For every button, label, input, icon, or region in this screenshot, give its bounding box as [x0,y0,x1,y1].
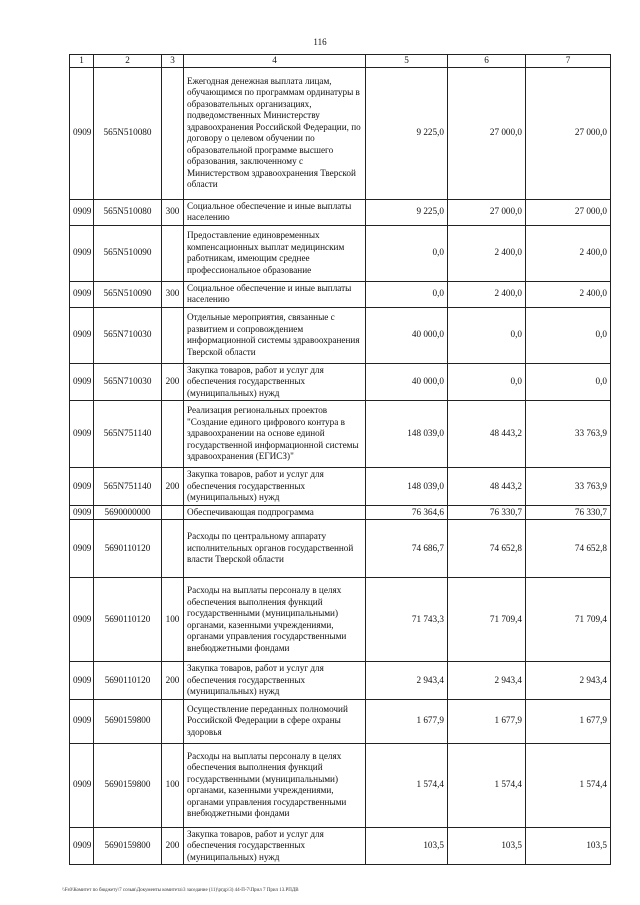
amount-cell-5: 0,0 [366,281,448,307]
amount-cell-6: 48 443,2 [448,468,526,506]
amount-cell-7: 74 652,8 [526,520,611,578]
table-row [70,199,611,225]
description-cell: Закупка товаров, работ и услуг для обеспечения государственных (муниципальных) нужд [184,468,366,506]
expense-type-cell [162,505,184,520]
target-article-cell: 565N510080 [94,199,162,225]
amount-cell-5: 9 225,0 [366,199,448,225]
amount-cell-7: 2 943,4 [526,662,611,700]
description-cell: Отдельные мероприятия, связанные с развитием и сопровождением информационной системы здравоохранения Тверской области [184,307,366,363]
expense-type-cell: 300 [162,281,184,307]
description-cell: Реализация региональных проектов "Создание единого цифрового контура в здравоохранении на основе единой государственной информационной системы здравоохранения (ЕГИСЗ)" [184,401,366,468]
table-row [70,699,611,743]
section-cell: 0909 [70,363,94,401]
target-article-cell: 565N751140 [94,468,162,506]
description-cell: Осуществление переданных полномочий Российской Федерации в сфере охраны здоровья [184,699,366,743]
table-row [70,827,611,865]
budget-table [69,54,611,865]
table-row [70,281,611,307]
expense-type-cell [162,307,184,363]
amount-cell-7: 0,0 [526,307,611,363]
section-cell: 0909 [70,401,94,468]
amount-cell-7: 1 574,4 [526,743,611,827]
target-article-cell: 5690159800 [94,827,162,865]
table-row [70,520,611,578]
amount-cell-5: 2 943,4 [366,662,448,700]
amount-cell-6: 0,0 [448,307,526,363]
description-cell: Закупка товаров, работ и услуг для обеспечения государственных (муниципальных) нужд [184,827,366,865]
target-article-cell: 5690110120 [94,520,162,578]
section-cell: 0909 [70,468,94,506]
table-row [70,307,611,363]
expense-type-cell: 300 [162,199,184,225]
section-cell: 0909 [70,578,94,662]
target-article-cell: 565N710030 [94,307,162,363]
table-body [70,67,611,865]
header-cell: 7 [526,55,611,68]
section-cell: 0909 [70,307,94,363]
description-cell: Предоставление единовременных компенсационных выплат медицинским работникам, имеющим среднее профессиональное образование [184,225,366,281]
table-row [70,401,611,468]
expense-type-cell: 200 [162,468,184,506]
amount-cell-6: 71 709,4 [448,578,526,662]
amount-cell-6: 74 652,8 [448,520,526,578]
header-cell: 6 [448,55,526,68]
amount-cell-5: 148 039,0 [366,468,448,506]
table-row [70,225,611,281]
section-cell: 0909 [70,505,94,520]
target-article-cell: 565N510090 [94,281,162,307]
target-article-cell: 5690159800 [94,743,162,827]
target-article-cell: 565N710030 [94,363,162,401]
description-cell: Социальное обеспечение и иные выплаты населению [184,199,366,225]
target-article-cell: 5690110120 [94,578,162,662]
amount-cell-6: 2 943,4 [448,662,526,700]
target-article-cell: 5690000000 [94,505,162,520]
amount-cell-5: 1 677,9 [366,699,448,743]
table-row [70,578,611,662]
amount-cell-7: 33 763,9 [526,401,611,468]
amount-cell-6: 76 330,7 [448,505,526,520]
amount-cell-6: 1 677,9 [448,699,526,743]
amount-cell-5: 71 743,3 [366,578,448,662]
header-cell: 5 [366,55,448,68]
amount-cell-6: 1 574,4 [448,743,526,827]
footer-file-path: \\Fs0\Комитет по бюджету\7 созыв\Документы комитета\3 заседание (11)\ргдр\3) 44-П-7\Прил 7 Прил 13.РПДВ [62,888,299,893]
expense-type-cell: 200 [162,827,184,865]
amount-cell-6: 0,0 [448,363,526,401]
expense-type-cell: 200 [162,363,184,401]
amount-cell-7: 2 400,0 [526,225,611,281]
amount-cell-5: 40 000,0 [366,363,448,401]
header-cell: 4 [184,55,366,68]
amount-cell-6: 2 400,0 [448,225,526,281]
section-cell: 0909 [70,199,94,225]
amount-cell-7: 71 709,4 [526,578,611,662]
table-row [70,662,611,700]
description-cell: Ежегодная денежная выплата лицам, обучающимся по программам ординатуры в образовательных организациях, подведомственных Министерству здравоохранения Российской Федерации, по договору о целевом обучении по образовательной программе высшего образования, заключенному с Министерством здравоохранения Тверской области [184,67,366,199]
expense-type-cell: 100 [162,578,184,662]
amount-cell-7: 27 000,0 [526,67,611,199]
table-row [70,363,611,401]
expense-type-cell [162,225,184,281]
description-cell: Расходы на выплаты персоналу в целях обеспечения выполнения функций государственными (муниципальными) органами, казенными учреждениями, органами управления государственными внебюджетными фондами [184,743,366,827]
amount-cell-5: 103,5 [366,827,448,865]
expense-type-cell [162,699,184,743]
expense-type-cell [162,401,184,468]
page-number: 116 [313,37,327,47]
target-article-cell: 5690159800 [94,699,162,743]
section-cell: 0909 [70,743,94,827]
amount-cell-7: 0,0 [526,363,611,401]
section-cell: 0909 [70,827,94,865]
section-cell: 0909 [70,225,94,281]
amount-cell-6: 103,5 [448,827,526,865]
header-cell: 1 [70,55,94,68]
amount-cell-7: 103,5 [526,827,611,865]
amount-cell-6: 48 443,2 [448,401,526,468]
amount-cell-7: 27 000,0 [526,199,611,225]
description-cell: Расходы на выплаты персоналу в целях обеспечения выполнения функций государственными (муниципальными) органами, казенными учреждениями, органами управления государственными внебюджетными фондами [184,578,366,662]
amount-cell-7: 76 330,7 [526,505,611,520]
table-row [70,743,611,827]
target-article-cell: 565N510080 [94,67,162,199]
description-cell: Закупка товаров, работ и услуг для обеспечения государственных (муниципальных) нужд [184,363,366,401]
target-article-cell: 5690110120 [94,662,162,700]
section-cell: 0909 [70,520,94,578]
expense-type-cell [162,67,184,199]
section-cell: 0909 [70,662,94,700]
section-cell: 0909 [70,67,94,199]
header-cell: 3 [162,55,184,68]
table-row [70,468,611,506]
header-cell: 2 [94,55,162,68]
description-cell: Расходы по центральному аппарату исполнительных органов государственной власти Тверской области [184,520,366,578]
target-article-cell: 565N510090 [94,225,162,281]
target-article-cell: 565N751140 [94,401,162,468]
description-cell: Закупка товаров, работ и услуг для обеспечения государственных (муниципальных) нужд [184,662,366,700]
expense-type-cell [162,520,184,578]
amount-cell-5: 148 039,0 [366,401,448,468]
section-cell: 0909 [70,281,94,307]
amount-cell-6: 2 400,0 [448,281,526,307]
amount-cell-5: 9 225,0 [366,67,448,199]
header-row [70,55,611,68]
amount-cell-6: 27 000,0 [448,67,526,199]
amount-cell-7: 1 677,9 [526,699,611,743]
amount-cell-5: 76 364,6 [366,505,448,520]
amount-cell-5: 1 574,4 [366,743,448,827]
description-cell: Обеспечивающая подпрограмма [184,505,366,520]
amount-cell-7: 2 400,0 [526,281,611,307]
amount-cell-5: 40 000,0 [366,307,448,363]
expense-type-cell: 100 [162,743,184,827]
section-cell: 0909 [70,699,94,743]
table-row [70,67,611,199]
expense-type-cell: 200 [162,662,184,700]
amount-cell-6: 27 000,0 [448,199,526,225]
table-row [70,505,611,520]
description-cell: Социальное обеспечение и иные выплаты населению [184,281,366,307]
amount-cell-5: 74 686,7 [366,520,448,578]
amount-cell-5: 0,0 [366,225,448,281]
amount-cell-7: 33 763,9 [526,468,611,506]
